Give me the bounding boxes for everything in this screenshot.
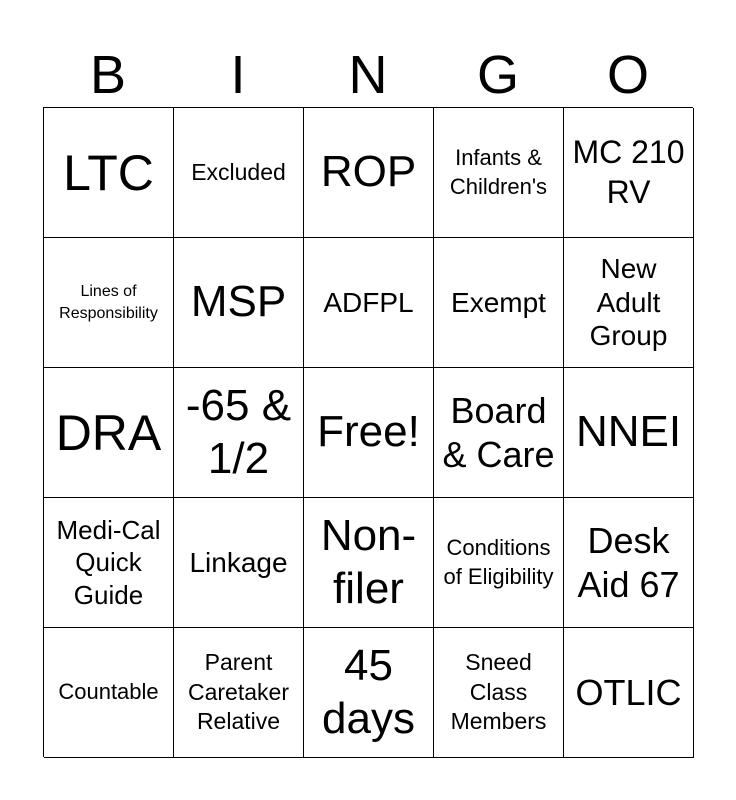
bingo-cell-r4-c5[interactable] [564, 498, 694, 628]
cell-label: -65 & 1/2 [185, 380, 292, 483]
cell-label: Lines of Responsibility [59, 282, 158, 322]
cell-label: Desk Aid 67 [577, 520, 680, 605]
header-letter-i: I [230, 45, 246, 105]
header-letter-o: O [606, 45, 649, 105]
bingo-cell-r1-c1[interactable] [44, 108, 174, 238]
bingo-cell-r5-c5[interactable] [564, 628, 694, 758]
cell-label: Conditions of Eligibility [443, 534, 554, 589]
bingo-cell-r5-c4[interactable] [434, 628, 564, 758]
cell-label: Countable [58, 679, 159, 705]
bingo-cell-r1-c4[interactable] [434, 108, 564, 238]
cell-label: Sneed Class Members [450, 648, 547, 735]
cell-label: Medi-Cal Quick Guide [56, 514, 161, 610]
bingo-cell-r2-c5[interactable] [564, 238, 694, 368]
cell-label: LTC [63, 144, 154, 201]
bingo-cell-r5-c1[interactable] [44, 628, 174, 758]
bingo-board [43, 107, 693, 757]
bingo-cell-r1-c3[interactable] [304, 108, 434, 238]
header-letter-b: B [89, 45, 127, 105]
cell-label: ROP [320, 147, 417, 197]
header-letter-g: G [476, 45, 519, 105]
cell-label: MC 210 RV [572, 134, 685, 210]
bingo-header [43, 44, 693, 106]
cell-label: Board & Care [442, 390, 555, 475]
bingo-cell-r3-c4[interactable] [434, 368, 564, 498]
cell-label: Non-filer [320, 510, 417, 613]
cell-label: Exempt [451, 286, 546, 318]
bingo-cell-r3-c1[interactable] [44, 368, 174, 498]
cell-label: Linkage [189, 546, 288, 578]
bingo-cell-r2-c2[interactable] [174, 238, 304, 368]
cell-label: 45 days [322, 640, 415, 743]
cell-label: DRA [55, 404, 162, 461]
cell-label: Excluded [191, 158, 286, 185]
bingo-cell-r4-c2[interactable] [174, 498, 304, 628]
bingo-cell-r3-c5[interactable] [564, 368, 694, 498]
bingo-cell-r1-c5[interactable] [564, 108, 694, 238]
bingo-cell-r5-c3[interactable] [304, 628, 434, 758]
bingo-cell-r2-c3[interactable] [304, 238, 434, 368]
bingo-cell-r4-c3[interactable] [304, 498, 434, 628]
bingo-cell-r4-c4[interactable] [434, 498, 564, 628]
bingo-cell-r4-c1[interactable] [44, 498, 174, 628]
cell-label: MSP [190, 277, 287, 327]
cell-label: ADFPL [323, 286, 414, 318]
cell-label: OTLIC [575, 671, 682, 713]
cell-label: Free! [317, 407, 420, 457]
bingo-cell-r3-c3[interactable] [304, 368, 434, 498]
bingo-cell-r3-c2[interactable] [174, 368, 304, 498]
header-letter-n: N [348, 45, 388, 105]
bingo-cell-r2-c4[interactable] [434, 238, 564, 368]
cell-label: Parent Caretaker Relative [188, 648, 289, 735]
cell-label: Infants & Children's [449, 144, 548, 199]
cell-label: NNEI [575, 407, 682, 457]
bingo-cell-r5-c2[interactable] [174, 628, 304, 758]
bingo-cell-r2-c1[interactable] [44, 238, 174, 368]
bingo-cell-r1-c2[interactable] [174, 108, 304, 238]
cell-label: New Adult Group [589, 253, 668, 352]
